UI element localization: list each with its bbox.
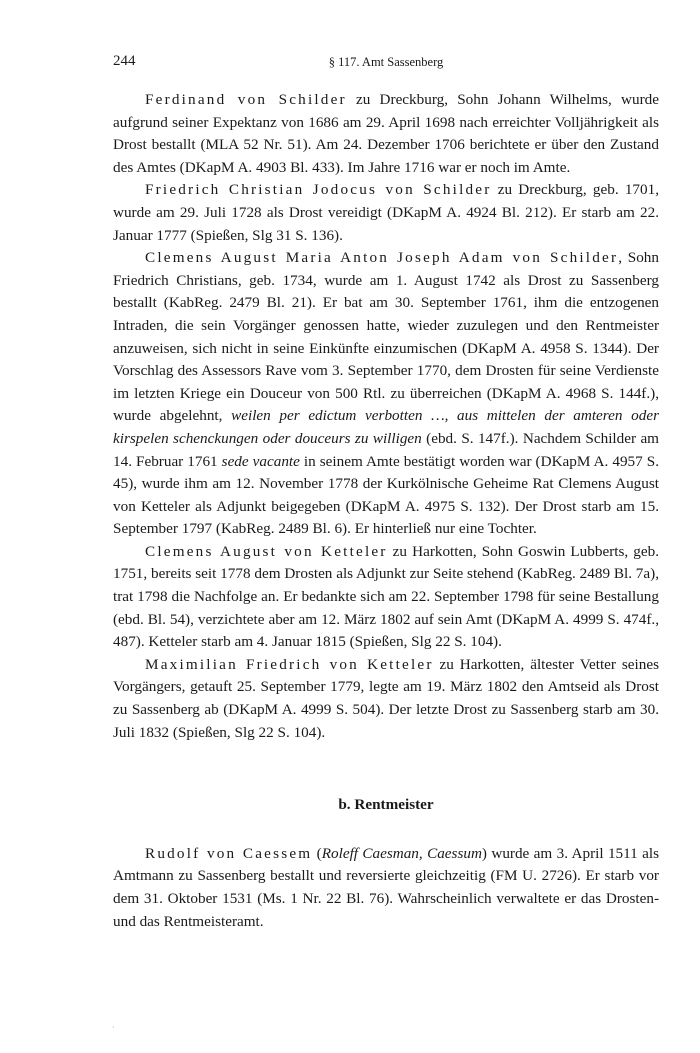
paragraph-clemens-august-schilder <box>113 247 659 541</box>
paragraph-text: zu Harkotten, ältester Vetter seines Vorgängers, getauft 25. September 1779, legte am 19. März 1802 den Amtseid als Drost zu Sassenberg ab (DKapM A. 4999 S. 504). Der letzte Drost zu Sassenberg starb am 30. Juli 1832 (Spießen, Slg 22 S. 104). <box>113 655 660 741</box>
paragraph-ferdinand <box>113 89 659 179</box>
paragraph-text: zu Dreckburg, geb. 1701, wurde am 29. Juli 1728 als Drost vereidigt (DKapM A. 4924 Bl. 212). Er starb am 22. Januar 1777 (Spießen, Slg 31 S. 136). <box>113 181 659 244</box>
paragraph-rudolf <box>113 843 659 933</box>
paragraph-text: in seinem Amte bestätigt worden war (DKapM A. 4957 S. 45), wurde ihm am 12. November 1778 der Kurkölnische Geheime Rat Clemens August von Ketteler als Adjunkt beigegeben (DKapM A. 4975 S. 132). Der Drost starb am 15. September 1797 (KabReg. 2489 Bl. 6). Er hinterließ nur eine Tochter. <box>113 452 659 538</box>
paragraph-text: , Sohn Friedrich Christians, geb. 1734, wurde am 1. August 1742 als Drost zu Sassenberg bestallt (KabReg. 2479 Bl. 21). Er bat am 30. September 1761, ihm die entzogenen Intraden, die sein Vorgänger genossen hatte, wieder zuzulegen und den Rentmeister anzuweisen, sich nicht in seine Einkünfte einzumischen (DKapM A. 4958 S. 1344). Der Vorschlag des Assessors Rave vom 3. September 1770, dem Drosten für seine Verdienste im letzten Kriege ein Douceur von 500 Rtl. zu überreichen (DKapM A. 4968 S. 144f.), wurde abgelehnt, <box>113 249 659 425</box>
stray-mark: · <box>112 1023 115 1032</box>
person-name: Rudolf von Caessem <box>145 844 313 862</box>
spacer <box>113 744 659 794</box>
paragraph-friedrich-christian <box>113 179 659 247</box>
italic-quote: weilen per edictum verbotten …, aus mittelen der amteren oder kirspelen schenckungen oder douceurs zu willigen <box>113 407 659 447</box>
paragraph-text: (ebd. S. 147f.). Nachdem Schilder am 14. Februar 1761 <box>113 429 659 470</box>
person-name: Friedrich Christian Jodocus von Schilder <box>145 181 492 199</box>
person-name: Clemens August Maria Anton Joseph Adam von Schilder <box>145 249 619 267</box>
spacer <box>113 817 659 843</box>
italic-term: sede vacante <box>221 452 300 470</box>
page-header <box>113 53 659 73</box>
paragraph-text: ) wurde am 3. April 1511 als Amtmann zu Sassenberg bestallt und reversierte gleichzeitig (FM U. 2726). Er starb vor dem 31. Oktober 1531 (Ms. 1 Nr. 22 Bl. 76). Wahrscheinlich verwaltete er das Drosten- und das Rentmeisteramt. <box>113 844 659 930</box>
person-name: Clemens August von Ketteler <box>145 542 388 560</box>
paragraph-maximilian-friedrich <box>113 654 659 744</box>
running-head: § 117. Amt Sassenberg <box>328 55 444 69</box>
paragraph-clemens-august-ketteler <box>113 541 659 654</box>
page-number: 244 <box>113 53 136 69</box>
italic-name-variants: Roleff Caesman, Caessum <box>321 844 482 862</box>
section-heading: b. Rentmeister <box>338 796 434 814</box>
person-name: Maximilian Friedrich von Ketteler <box>145 655 434 673</box>
body-text <box>113 89 659 933</box>
paragraph-text: ( <box>312 844 322 862</box>
paragraph-text: zu Dreckburg, Sohn Johann Wilhelms, wurde aufgrund seiner Expektanz von 1686 am 29. April 1698 nach erreichter Volljährigkeit als Drost bestallt (MLA 52 Nr. 51). Am 24. Dezember 1706 berichtete er über den Zustand des Amtes (DKapM A. 4903 Bl. 433). Im Jahre 1716 war er noch im Amte. <box>113 91 659 176</box>
person-name: Ferdinand von Schilder <box>145 91 347 108</box>
paragraph-text: zu Harkotten, Sohn Goswin Lubberts, geb. 1751, bereits seit 1778 dem Drosten als Adjunkt zur Seite stehend (KabReg. 2489 Bl. 7a), trat 1798 die Nachfolge an. Er bedankte sich am 22. September 1798 für seine Bestallung (ebd. Bl. 54), verzichtete aber am 12. März 1802 auf sein Amt (DKapM A. 4999 S. 474f., 487). Ketteler starb am 4. Januar 1815 (Spießen, Slg 22 S. 104). <box>113 542 660 651</box>
